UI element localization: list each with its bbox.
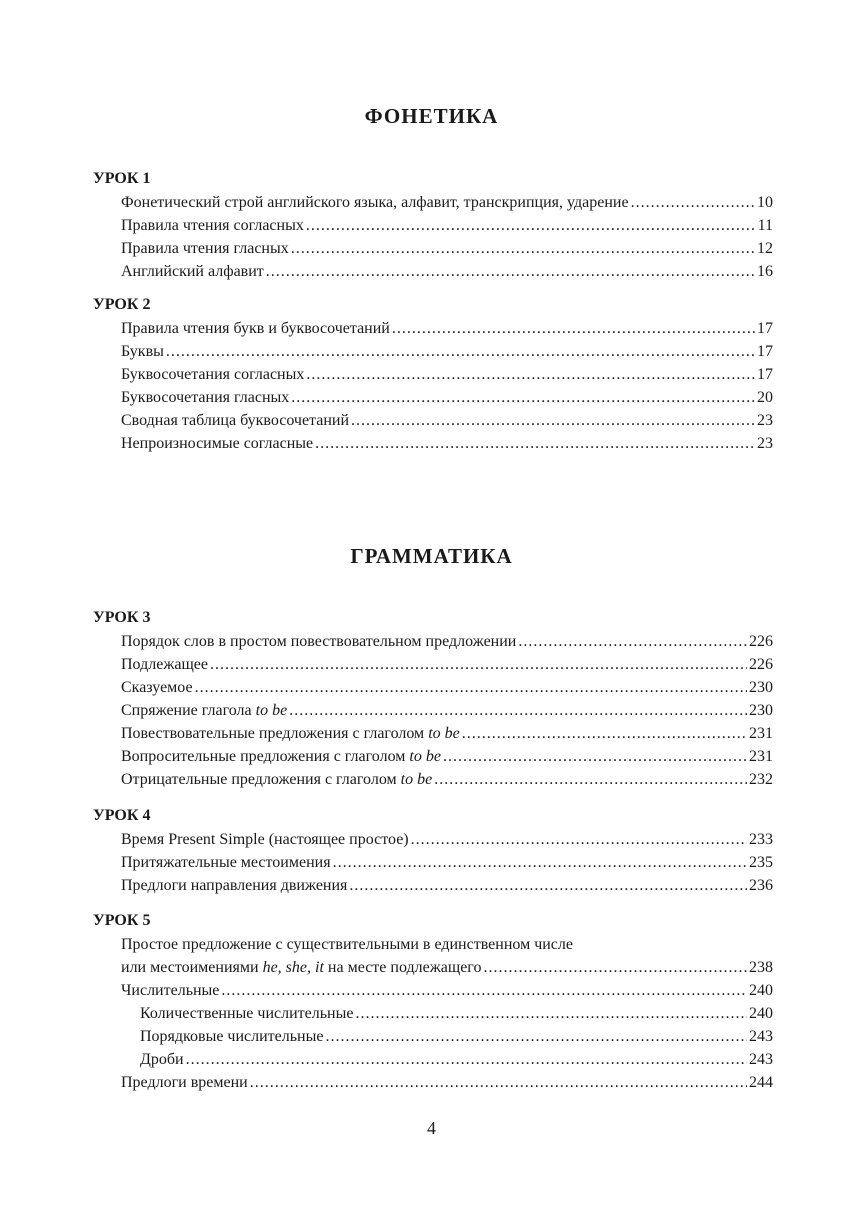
toc-entry-page: 238 xyxy=(749,959,773,976)
toc-entry-text-italic: to be xyxy=(428,725,460,742)
toc-entry-text: Предлоги времени xyxy=(121,1074,248,1091)
toc-entry-text: Правила чтения согласных xyxy=(121,217,304,234)
toc-entry[interactable] xyxy=(93,722,773,745)
toc-entry[interactable] xyxy=(93,979,773,1002)
toc-entry-text-main: или местоимениями xyxy=(121,959,263,976)
dot-leader xyxy=(306,214,756,237)
toc-entry-text xyxy=(121,956,481,979)
toc-entry[interactable] xyxy=(93,653,773,676)
toc-entry-page: 231 xyxy=(749,748,773,765)
dot-leader xyxy=(462,722,747,745)
toc-entry-page: 226 xyxy=(749,656,773,673)
toc-entry[interactable] xyxy=(93,214,773,237)
toc-entry[interactable] xyxy=(93,768,773,791)
dot-leader xyxy=(291,237,755,260)
toc-entry-page: 17 xyxy=(757,343,773,360)
toc-entry-text: Буквосочетания гласных xyxy=(121,389,290,406)
toc-entry-text: Количественные числительные xyxy=(140,1005,354,1022)
toc-entry-first-line[interactable]: Простое предложение с существительными в единственном числе xyxy=(121,936,573,953)
dot-leader xyxy=(306,363,755,386)
toc-entry[interactable] xyxy=(93,828,773,851)
toc-entry[interactable] xyxy=(93,1071,773,1094)
section-title-grammar: ГРАММАТИКА xyxy=(350,544,513,568)
dot-leader xyxy=(333,851,747,874)
toc-entry-page: 243 xyxy=(749,1028,773,1045)
toc-entry-text: Правила чтения букв и буквосочетаний xyxy=(121,320,390,337)
toc-entry-text xyxy=(121,768,432,791)
toc-entry-page: 226 xyxy=(749,633,773,650)
toc-entry-text xyxy=(121,699,287,722)
lesson-1 xyxy=(93,167,773,283)
dot-leader xyxy=(315,432,755,455)
dot-leader xyxy=(325,1025,747,1048)
toc-subentry[interactable] xyxy=(93,1048,773,1071)
toc-entry-text-tail: на месте подлежащего xyxy=(323,959,482,976)
toc-entry[interactable] xyxy=(93,630,773,653)
toc-entry-page: 244 xyxy=(749,1074,773,1091)
dot-leader xyxy=(289,699,747,722)
toc-entry[interactable] xyxy=(93,874,773,897)
toc-entry-text: Сказуемое xyxy=(121,679,193,696)
toc-entry-page: 240 xyxy=(749,1005,773,1022)
toc-entry-page: 17 xyxy=(757,320,773,337)
toc-entry-page: 11 xyxy=(757,217,773,234)
toc-entry-page: 16 xyxy=(757,263,773,280)
dot-leader xyxy=(195,676,747,699)
toc-entry[interactable] xyxy=(93,260,773,283)
dot-leader xyxy=(434,768,747,791)
toc-entry[interactable] xyxy=(93,851,773,874)
toc-entry-text: Притяжательные местоимения xyxy=(121,854,331,871)
toc-entry-text: Непроизносимые согласные xyxy=(121,435,314,452)
dot-leader xyxy=(250,1071,747,1094)
toc-entry[interactable] xyxy=(93,363,773,386)
toc-entry-text-main: Повествовательные предложения с глаголом xyxy=(121,725,429,742)
toc-entry-page: 23 xyxy=(757,435,773,452)
toc-entry-text-italic: to be xyxy=(255,702,288,719)
dot-leader xyxy=(186,1048,747,1071)
toc-entry-page: 231 xyxy=(749,725,773,742)
toc-entry-text-italic: he, she, it xyxy=(262,959,324,976)
toc-entry-text: Сводная таблица буквосочетаний xyxy=(121,412,350,429)
toc-entry-text xyxy=(121,722,460,745)
toc-subentry[interactable] xyxy=(93,1025,773,1048)
toc-entry[interactable] xyxy=(93,237,773,260)
toc-entry-text: Английский алфавит xyxy=(121,263,264,280)
dot-leader xyxy=(631,191,755,214)
toc-entry-page: 236 xyxy=(749,877,773,894)
toc-entry-text: Буквосочетания согласных xyxy=(121,366,305,383)
dot-leader xyxy=(210,653,747,676)
toc-entry-page: 10 xyxy=(757,194,773,211)
toc-subentry[interactable] xyxy=(93,1002,773,1025)
toc-entry-page: 240 xyxy=(749,982,773,999)
lesson-title: УРОК 1 xyxy=(93,170,151,187)
toc-entry[interactable] xyxy=(93,191,773,214)
toc-entry-text-main: Вопросительные предложения с глаголом xyxy=(121,748,410,765)
toc-entry-page: 20 xyxy=(757,389,773,406)
toc-entry[interactable] xyxy=(93,409,773,432)
dot-leader xyxy=(349,874,747,897)
toc-entry-text-main: Спряжение глагола xyxy=(121,702,256,719)
lesson-4 xyxy=(93,804,773,897)
dot-leader xyxy=(411,828,747,851)
toc-entry[interactable] xyxy=(93,432,773,455)
toc-entry-page: 23 xyxy=(757,412,773,429)
toc-entry-text-italic: to be xyxy=(400,771,433,788)
toc-entry[interactable] xyxy=(93,699,773,722)
toc-entry[interactable] xyxy=(93,676,773,699)
toc-entry-text: Дроби xyxy=(140,1051,184,1068)
lesson-title: УРОК 3 xyxy=(93,609,151,626)
dot-leader xyxy=(392,317,755,340)
toc-entry-text: Порядок слов в простом повествовательном предложении xyxy=(121,633,517,650)
toc-entry-page: 235 xyxy=(749,854,773,871)
dot-leader xyxy=(166,340,755,363)
toc-entry[interactable] xyxy=(93,340,773,363)
toc-entry[interactable] xyxy=(93,956,773,979)
dot-leader xyxy=(483,956,747,979)
dot-leader xyxy=(518,630,747,653)
toc-entry-page: 12 xyxy=(757,240,773,257)
toc-entry-text: Числительные xyxy=(121,982,220,999)
toc-entry-text: Фонетический строй английского языка, алфавит, транскрипция, ударение xyxy=(121,194,629,211)
toc-entry-text-italic: to be xyxy=(409,748,441,765)
toc-entry-page: 17 xyxy=(757,366,773,383)
toc-entry-text: Порядковые числительные xyxy=(140,1028,324,1045)
toc-entry-page: 230 xyxy=(749,679,773,696)
lesson-title: УРОК 2 xyxy=(93,296,151,313)
lesson-3 xyxy=(93,606,773,791)
toc-entry-text xyxy=(121,745,441,768)
toc-entry[interactable] xyxy=(93,317,773,340)
lesson-title: УРОК 5 xyxy=(93,912,151,929)
lesson-2 xyxy=(93,293,773,455)
lesson-5 xyxy=(93,909,773,1094)
dot-leader xyxy=(443,745,747,768)
dot-leader xyxy=(291,386,755,409)
toc-entry-page: 232 xyxy=(749,771,773,788)
toc-entry-text: Буквы xyxy=(121,343,164,360)
page-number: 4 xyxy=(427,1118,436,1138)
toc-entry-text: Подлежащее xyxy=(121,656,208,673)
section-title-phonetics: ФОНЕТИКА xyxy=(364,104,499,128)
toc-entry-page: 233 xyxy=(749,831,773,848)
toc-entry[interactable] xyxy=(93,386,773,409)
toc-entry-page: 230 xyxy=(749,702,773,719)
dot-leader xyxy=(351,409,755,432)
dot-leader xyxy=(221,979,747,1002)
dot-leader xyxy=(355,1002,747,1025)
toc-entry-text: Время Present Simple (настоящее простое) xyxy=(121,831,409,848)
toc-entry-text: Правила чтения гласных xyxy=(121,240,289,257)
lesson-title: УРОК 4 xyxy=(93,807,151,824)
toc-entry[interactable] xyxy=(93,745,773,768)
dot-leader xyxy=(266,260,755,283)
toc-entry-text-main: Отрицательные предложения с глаголом xyxy=(121,771,401,788)
toc-entry-text: Предлоги направления движения xyxy=(121,877,348,894)
toc-entry-page: 243 xyxy=(749,1051,773,1068)
